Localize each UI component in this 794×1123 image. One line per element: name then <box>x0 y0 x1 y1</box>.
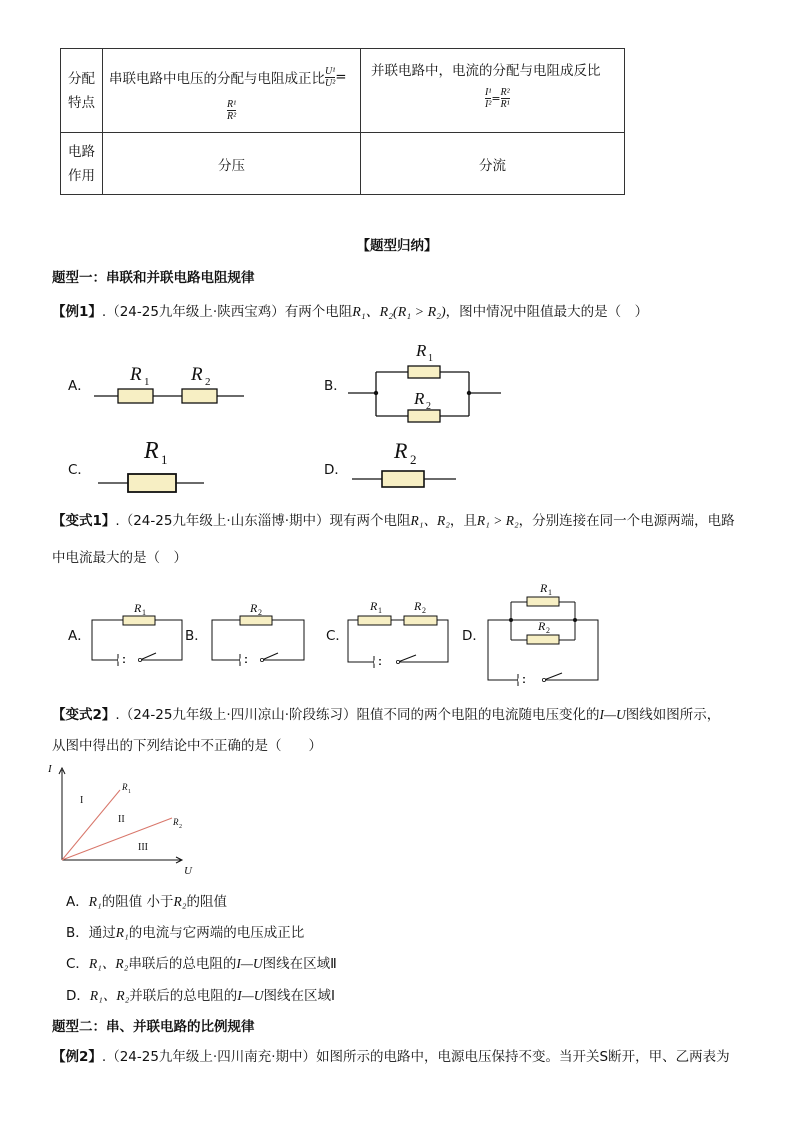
opt-letter: C． <box>66 956 89 972</box>
var1-a-r1-label: R <box>134 601 142 615</box>
region-3-label: III <box>138 842 148 853</box>
opt-letter: D． <box>66 988 90 1004</box>
ex1-a-resistor-1 <box>118 389 153 403</box>
series-distribution-cell <box>103 49 361 133</box>
comparison-table <box>60 48 625 195</box>
opt-post: 的阻值 <box>186 894 227 910</box>
ex1-question <box>52 300 648 321</box>
equals-sign: = <box>335 69 347 85</box>
var1-c-r1-label: R <box>370 599 378 613</box>
var1-c-sub1: 1 <box>378 606 382 615</box>
opt-mid: 的阻值 小于 <box>101 894 174 910</box>
var1-condition: R₁ > R₂ <box>476 513 519 528</box>
opt-mid: 串联后的总电阻的 <box>128 956 237 972</box>
var1-option-d[interactable]: D． <box>462 628 486 644</box>
var2-text-b: 图线如图所示， <box>625 707 721 723</box>
opt-letter: A． <box>66 894 89 910</box>
ex1-d-r2-label: R <box>394 438 408 463</box>
var1-figures <box>0 576 794 696</box>
opt-r2: R₂ <box>173 894 187 909</box>
var1-c-resistor-2 <box>404 616 437 625</box>
series-role-cell: 分压 <box>103 133 361 195</box>
var1-d-sub2: 2 <box>546 626 550 635</box>
var1-d-r1-label: R <box>540 581 548 595</box>
row-head-a: 电路 <box>68 143 95 160</box>
opt-post: 的电流与它两端的电压成正比 <box>128 925 305 941</box>
var1-option-c[interactable]: C． <box>326 628 349 644</box>
var2-iu: I—U <box>599 707 626 722</box>
ex1-tag: 【例1】 <box>52 304 102 320</box>
graph-r2-label: R <box>173 817 179 827</box>
region-2-label: II <box>118 814 125 825</box>
ex1-b-r1-sub: 1 <box>428 353 433 364</box>
ex1-a-r2-label: R <box>191 364 203 385</box>
frac-num: R² <box>500 87 510 98</box>
parallel-role-cell: 分流 <box>361 133 625 195</box>
r1-line <box>62 790 120 860</box>
ex1-tail: ，图中情况中阻值最大的是（ ） <box>445 304 649 320</box>
parallel-distribution-text: 并联电路中，电流的分配与电阻成反比 <box>371 63 601 79</box>
series-resistance-fraction <box>227 99 236 122</box>
row-head-b: 作用 <box>68 167 95 184</box>
ex1-text: .（24-25九年级上·陕西宝鸡）有两个电阻 <box>101 304 353 320</box>
equals-sign: = <box>491 92 501 105</box>
var1-d-sub1: 1 <box>548 588 552 597</box>
type2-title: 题型二：串、并联电路的比例规律 <box>52 1019 255 1035</box>
ex1-option-b[interactable]: B． <box>324 378 347 394</box>
ex2-question <box>52 1045 730 1065</box>
var1-tag: 【变式1】 <box>52 513 116 529</box>
var1-b-sub: 2 <box>258 608 262 617</box>
region-1-label: I <box>80 795 84 806</box>
ex1-math: R₁、R₂(R₁ > R₂) <box>352 305 446 320</box>
opt-r1: R₁ <box>115 925 129 940</box>
ex1-option-c[interactable]: C． <box>68 462 91 478</box>
ex1-option-d[interactable]: D． <box>324 462 348 478</box>
var1-text-b: ，且 <box>449 513 477 529</box>
var1-option-a[interactable]: A． <box>68 628 91 644</box>
ex1-b-r2-sub: 2 <box>426 401 431 412</box>
row-head-distribution <box>61 49 103 133</box>
var2-question-line1 <box>52 703 720 723</box>
ex1-c-r1-label: R <box>144 438 159 464</box>
ex1-b-r2-label: R <box>414 389 425 408</box>
ex1-a-resistor-2 <box>182 389 217 403</box>
series-distribution-text: 串联电路中电压的分配与电阻成正比 <box>109 71 325 87</box>
ex1-a-r1-label: R <box>130 364 142 385</box>
var1-text-c: ，分别连接在同一个电源两端，电路 <box>518 513 735 529</box>
frac-den: R¹ <box>500 99 510 110</box>
opt-mid: 并联后的总电阻的 <box>129 988 238 1004</box>
ex1-b-resistor-1 <box>408 366 440 378</box>
ex1-d-r2-sub: 2 <box>410 452 417 467</box>
parallel-resistance-fraction <box>501 87 510 110</box>
parallel-distribution-cell <box>361 49 625 133</box>
opt-r: R₁、R₂ <box>88 956 129 971</box>
frac-den: I² <box>485 99 492 110</box>
opt-pre: B．通过 <box>66 925 116 941</box>
var1-a-resistor <box>123 616 155 625</box>
var2-option-c[interactable] <box>66 952 337 972</box>
type1-title: 题型一：串联和并联电路电阻规律 <box>52 270 255 286</box>
var1-d-r2-label: R <box>538 619 546 633</box>
var2-iu-graph <box>40 760 200 880</box>
row-head-b: 特点 <box>68 94 95 111</box>
var1-c-resistor-1 <box>358 616 391 625</box>
ex2-tag: 【例2】 <box>52 1049 102 1065</box>
section-title: 【题型归纳】 <box>356 238 438 254</box>
var1-a-sub: 1 <box>142 608 146 617</box>
ex1-a-r1-sub: 1 <box>144 376 150 388</box>
var1-d-resistor-2 <box>527 635 559 644</box>
var1-text-a: .（24-25九年级上·山东淄博·期中）现有两个电阻 <box>115 513 411 529</box>
frac-den: U² <box>325 77 336 89</box>
var2-option-b[interactable] <box>66 921 304 941</box>
var1-r1r2: R₁、R₂ <box>410 513 450 528</box>
var1-question-line1 <box>52 509 735 529</box>
var2-option-d[interactable] <box>66 984 335 1004</box>
ex1-b-resistor-2 <box>408 410 440 422</box>
ex1-option-a[interactable]: A． <box>68 378 91 394</box>
graph-r2-sub: 2 <box>179 824 182 830</box>
axis-u-label: U <box>184 865 192 877</box>
var2-option-a[interactable] <box>66 890 227 910</box>
var2-text-a: .（24-25九年级上·四川凉山·阶段练习）阻值不同的两个电阻的电流随电压变化的 <box>115 707 600 723</box>
ex1-c-resistor <box>128 474 176 492</box>
ex1-a-r2-sub: 2 <box>205 376 211 388</box>
row-head-role <box>61 133 103 195</box>
var1-c-sub2: 2 <box>422 606 426 615</box>
opt-post: 图线在区域Ⅱ <box>262 956 337 972</box>
var2-question-line2: 从图中得出的下列结论中不正确的是（ ） <box>52 738 322 754</box>
opt-r1: R₁ <box>88 894 102 909</box>
ex1-b-r1-label: R <box>416 341 427 360</box>
frac-den: R² <box>227 110 237 122</box>
ex1-d-resistor <box>382 471 424 487</box>
var2-tag: 【变式2】 <box>52 707 116 723</box>
opt-iu: I—U <box>236 956 263 971</box>
var1-c-r2-label: R <box>414 599 422 613</box>
opt-r: R₁、R₂ <box>89 988 130 1003</box>
ex1-figures <box>0 330 794 500</box>
ex2-text: .（24-25九年级上·四川南充·期中）如图所示的电路中，电源电压保持不变。当开关S断开，甲、乙两表为 <box>101 1049 730 1065</box>
r2-line <box>62 818 172 860</box>
var1-b-resistor <box>240 616 272 625</box>
opt-iu: I—U <box>237 988 264 1003</box>
frac-num: I¹ <box>485 87 492 98</box>
var1-option-b[interactable]: B． <box>185 628 208 644</box>
row-head-a: 分配 <box>68 70 95 87</box>
series-voltage-fraction <box>325 66 335 89</box>
var1-b-r2-label: R <box>250 601 258 615</box>
graph-r1-sub: 1 <box>128 789 131 795</box>
graph-r1-label: R <box>122 782 128 792</box>
axis-i-label: I <box>48 763 52 775</box>
opt-post: 图线在区域Ⅰ <box>263 988 336 1004</box>
var1-d-resistor-1 <box>527 597 559 606</box>
var1-question-line2: 中电流最大的是（ ） <box>52 550 187 566</box>
frac-num: U¹ <box>325 65 336 77</box>
frac-num: R¹ <box>227 98 237 110</box>
ex1-c-r1-sub: 1 <box>161 452 168 467</box>
